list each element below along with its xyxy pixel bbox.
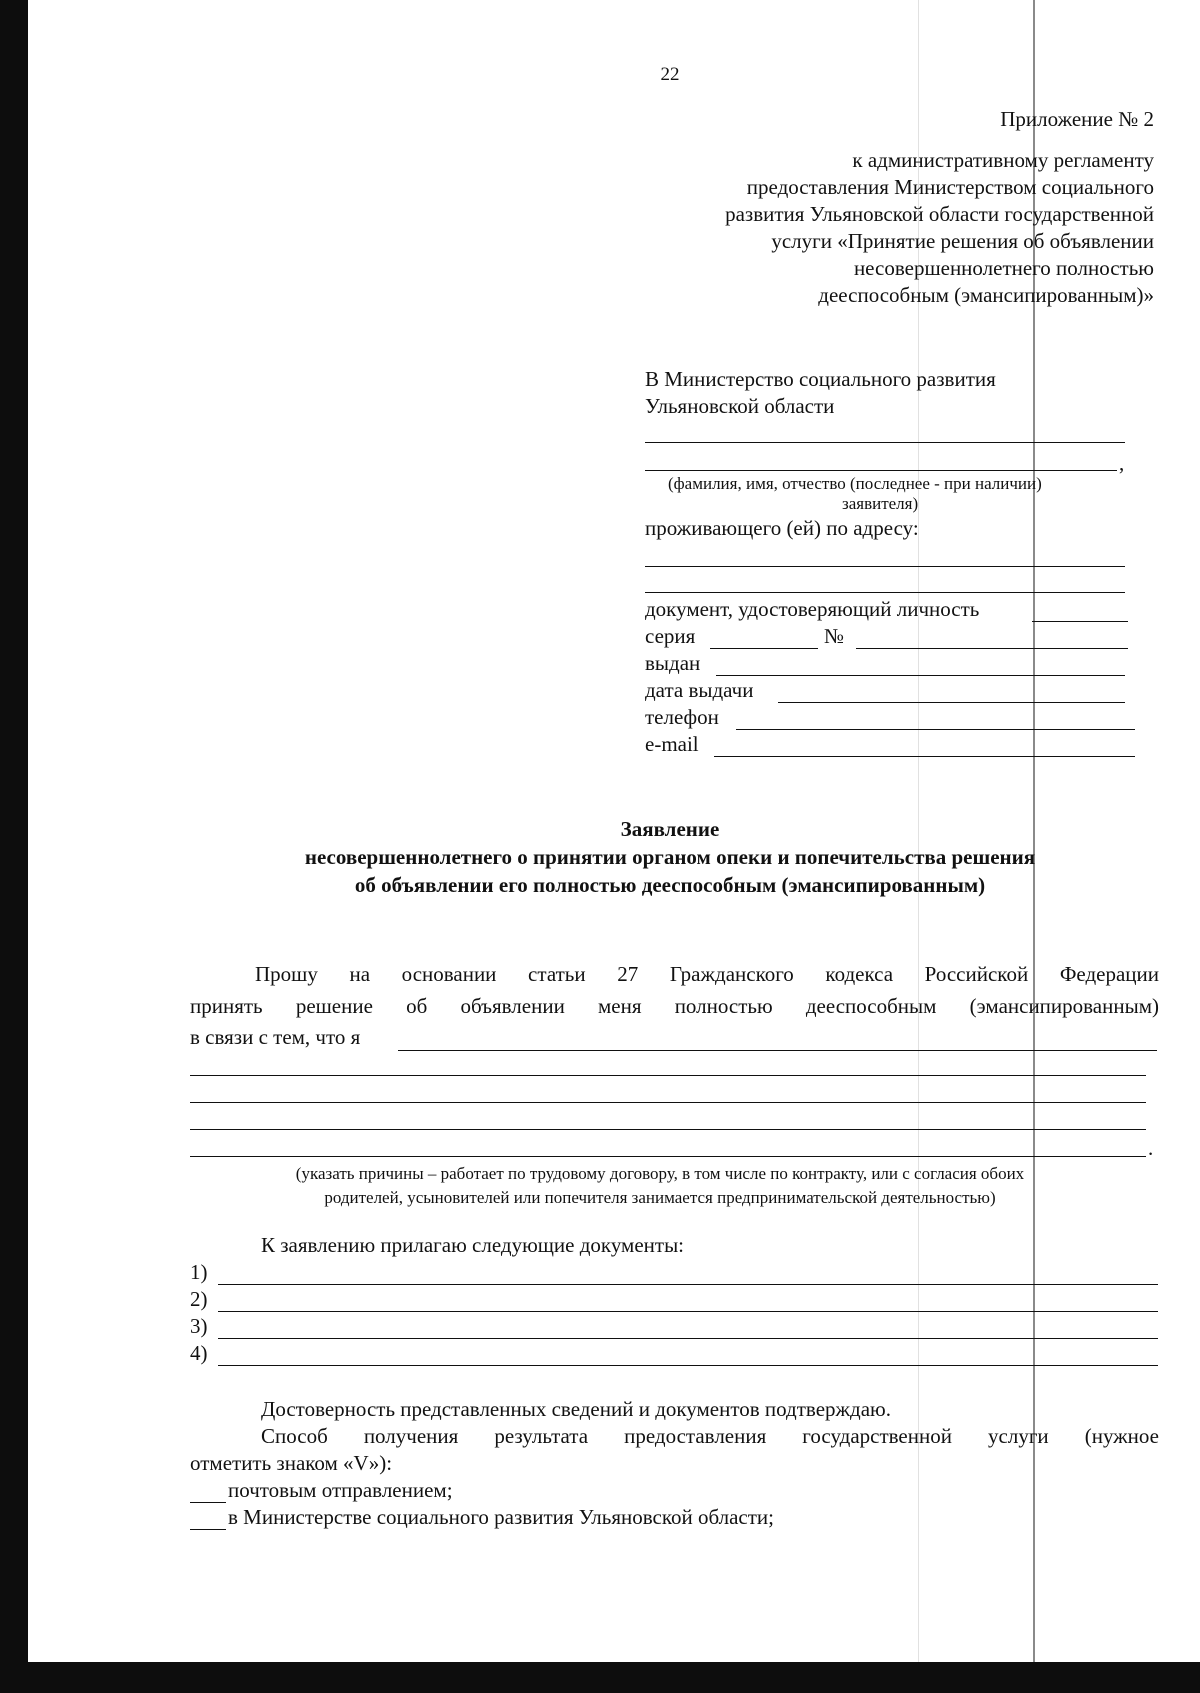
attachment-field-1[interactable] [218,1284,1158,1285]
appendix-line: дееспособным (эмансипированным)» [818,283,1154,307]
reason-field-line-1[interactable] [398,1050,1157,1051]
reason-field-line-4[interactable] [190,1129,1146,1130]
checkbox-ministry-line[interactable] [190,1529,226,1530]
name-field-line-2[interactable] [645,470,1117,471]
page-number: 22 [660,64,680,85]
attachments-label: К заявлению прилагаю следующие документы: [261,1233,685,1257]
issue-date-label: дата выдачи [645,678,754,702]
request-line-1: Прошу на основании статьи 27 Гражданского кодекса Российской Федерации [255,962,1159,986]
reason-hint-2: родителей, усыновителей или попечителя занимается предпринимательской деятельностью) [324,1188,996,1207]
name-field-hint: (фамилия, имя, отчество (последнее - при наличии) [668,474,1042,493]
attachment-field-3[interactable] [218,1338,1158,1339]
request-line-2: принять решение об объявлении меня полностью дееспособным (эмансипированным) [190,994,1159,1018]
appendix-line: развития Ульяновской области государственной [725,202,1154,226]
email-field[interactable] [714,756,1135,757]
addressee-line-2: Ульяновской области [645,394,835,418]
address-field-line-2[interactable] [645,592,1125,593]
series-label: серия [645,624,696,648]
appendix-line: несовершеннолетнего полностью [853,256,1154,280]
attachment-number: 1) [190,1260,208,1284]
address-field-line-1[interactable] [645,566,1125,567]
id-document-field[interactable] [1032,621,1128,622]
option-ministry: в Министерстве социального развития Ульяновской области; [228,1505,774,1529]
attachment-field-4[interactable] [218,1365,1158,1366]
appendix-title: Приложение № 2 [1000,107,1154,131]
request-line-3: в связи с тем, что я [190,1025,361,1049]
address-label: проживающего (ей) по адресу: [645,516,919,540]
issue-date-field[interactable] [778,702,1125,703]
name-field-comma: , [1119,451,1125,475]
appendix-line: услуги «Принятие решения об объявлении [771,229,1154,253]
reason-field-line-3[interactable] [190,1102,1146,1103]
phone-label: телефон [645,705,719,729]
reason-field-period: . [1148,1136,1154,1160]
attachment-field-2[interactable] [218,1311,1158,1312]
scan-border-bottom [0,1662,1200,1693]
series-field[interactable] [710,648,818,649]
phone-field[interactable] [736,729,1135,730]
attachment-number: 4) [190,1341,208,1365]
issued-label: выдан [645,651,701,675]
number-label: № [824,624,845,648]
document-subtitle-1: несовершеннолетнего о принятии органом опеки и попечительства решения [304,845,1036,869]
appendix-line: предоставления Министерством социального [746,175,1154,199]
issued-field[interactable] [716,675,1125,676]
appendix-line: к административному регламенту [852,148,1154,172]
name-field-line-1[interactable] [645,442,1125,443]
name-field-hint-2: заявителя) [842,494,919,513]
option-post: почтовым отправлением; [228,1478,453,1502]
document-title: Заявление [620,817,720,841]
delivery-method-line-2: отметить знаком «V»): [190,1451,393,1475]
document-subtitle-2: об объявлении его полностью дееспособным (эмансипированным) [354,873,986,897]
checkbox-post-line[interactable] [190,1502,226,1503]
attachment-number: 3) [190,1314,208,1338]
number-field[interactable] [856,648,1128,649]
attachment-number: 2) [190,1287,208,1311]
email-label: e-mail [645,732,699,756]
reason-field-line-2[interactable] [190,1075,1146,1076]
reason-hint-1: (указать причины – работает по трудовому договору, в том числе по контракту, или с согласия обоих [295,1164,1025,1183]
delivery-method-line-1: Способ получения результата предоставления государственной услуги (нужное [261,1424,1159,1448]
id-document-label: документ, удостоверяющий личность [645,597,980,621]
reason-field-line-5[interactable] [190,1156,1146,1157]
appendix-reference [725,147,1154,309]
addressee-line-1: В Министерство социального развития [645,367,996,391]
confirmation-statement: Достоверность представленных сведений и документов подтверждаю. [261,1397,891,1421]
